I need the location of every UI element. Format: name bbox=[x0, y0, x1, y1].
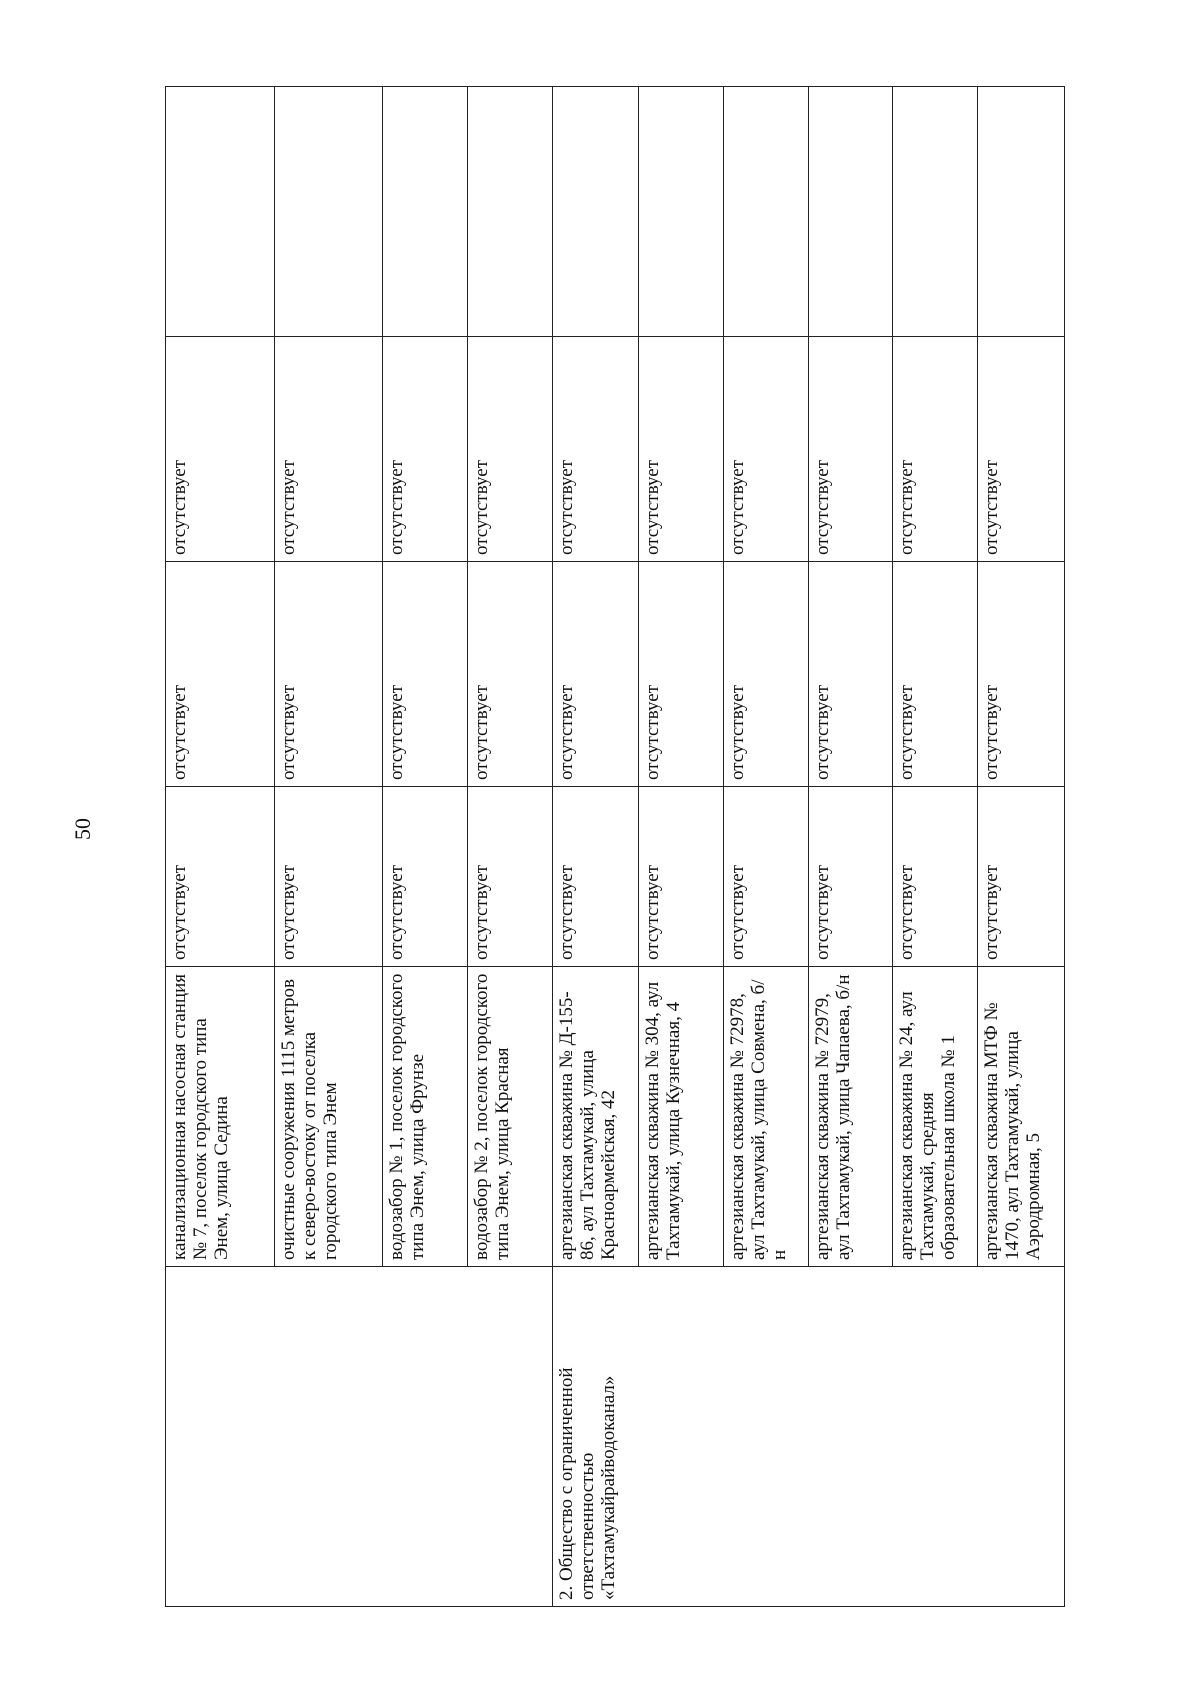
object-cell: канализационная насосная станция № 7, поселок городского типа Энем, улица Седина bbox=[166, 967, 275, 1267]
value-cell: отсутствует bbox=[808, 562, 893, 787]
value-cell: отсутствует bbox=[978, 787, 1065, 967]
value-cell: отсутствует bbox=[639, 337, 724, 562]
object-cell: очистные сооружения 1115 метров к северо-востоку от поселка городского типа Энем bbox=[274, 967, 383, 1267]
value-cell: отсутствует bbox=[166, 562, 275, 787]
value-cell: отсутствует bbox=[383, 787, 468, 967]
organization-cell: 2. Общество с ограниченной ответственностью «Тахтамукайрайводоканал» bbox=[552, 1267, 1065, 1607]
value-cell bbox=[552, 87, 639, 337]
value-cell: отсутствует bbox=[639, 562, 724, 787]
object-cell: артезианская скважина № 72978, аул Тахтамукай, улица Совмена, б/н bbox=[724, 967, 809, 1267]
object-cell: артезианская скважина МТФ № 1470, аул Тахтамукай, улица Аэродромная, 5 bbox=[978, 967, 1065, 1267]
value-cell bbox=[639, 87, 724, 337]
value-cell: отсутствует bbox=[808, 787, 893, 967]
document-table bbox=[165, 86, 1065, 1607]
object-cell: водозабор № 2, поселок городского типа Энем, улица Красная bbox=[467, 967, 552, 1267]
organization-cell bbox=[166, 1267, 553, 1607]
table-row bbox=[552, 87, 639, 1607]
value-cell: отсутствует bbox=[552, 562, 639, 787]
value-cell: отсутствует bbox=[724, 562, 809, 787]
value-cell: отсутствует bbox=[808, 337, 893, 562]
object-cell: артезианская скважина № 72979, аул Тахтамукай, улица Чапаева, б/н bbox=[808, 967, 893, 1267]
value-cell: отсутствует bbox=[724, 787, 809, 967]
value-cell bbox=[893, 87, 978, 337]
value-cell: отсутствует bbox=[274, 787, 383, 967]
object-cell: артезианская скважина № 24, аул Тахтамукай, средняя образовательная школа № 1 bbox=[893, 967, 978, 1267]
value-cell bbox=[808, 87, 893, 337]
value-cell bbox=[978, 87, 1065, 337]
value-cell: отсутствует bbox=[552, 337, 639, 562]
table-row bbox=[166, 87, 275, 1607]
value-cell: отсутствует bbox=[893, 787, 978, 967]
value-cell: отсутствует bbox=[552, 787, 639, 967]
value-cell: отсутствует bbox=[383, 562, 468, 787]
value-cell: отсутствует bbox=[383, 337, 468, 562]
object-cell: артезианская скважина № 304, аул Тахтамукай, улица Кузнечная, 4 bbox=[639, 967, 724, 1267]
object-cell: водозабор № 1, поселок городского типа Энем, улица Фрунзе bbox=[383, 967, 468, 1267]
value-cell bbox=[274, 87, 383, 337]
value-cell: отсутствует bbox=[467, 337, 552, 562]
value-cell: отсутствует bbox=[724, 337, 809, 562]
value-cell bbox=[724, 87, 809, 337]
value-cell bbox=[383, 87, 468, 337]
object-cell: артезианская скважина № Д-155-86, аул Тахтамукай, улица Красноармейская, 42 bbox=[552, 967, 639, 1267]
value-cell: отсутствует bbox=[166, 787, 275, 967]
value-cell: отсутствует bbox=[639, 787, 724, 967]
value-cell: отсутствует bbox=[893, 337, 978, 562]
value-cell: отсутствует bbox=[978, 337, 1065, 562]
document-table-container bbox=[165, 87, 1065, 1607]
value-cell: отсутствует bbox=[274, 337, 383, 562]
value-cell bbox=[166, 87, 275, 337]
value-cell: отсутствует bbox=[978, 562, 1065, 787]
value-cell: отсутствует bbox=[166, 337, 275, 562]
page-number: 50 bbox=[70, 818, 95, 840]
value-cell: отсутствует bbox=[467, 562, 552, 787]
value-cell: отсутствует bbox=[467, 787, 552, 967]
value-cell: отсутствует bbox=[274, 562, 383, 787]
value-cell bbox=[467, 87, 552, 337]
value-cell: отсутствует bbox=[893, 562, 978, 787]
